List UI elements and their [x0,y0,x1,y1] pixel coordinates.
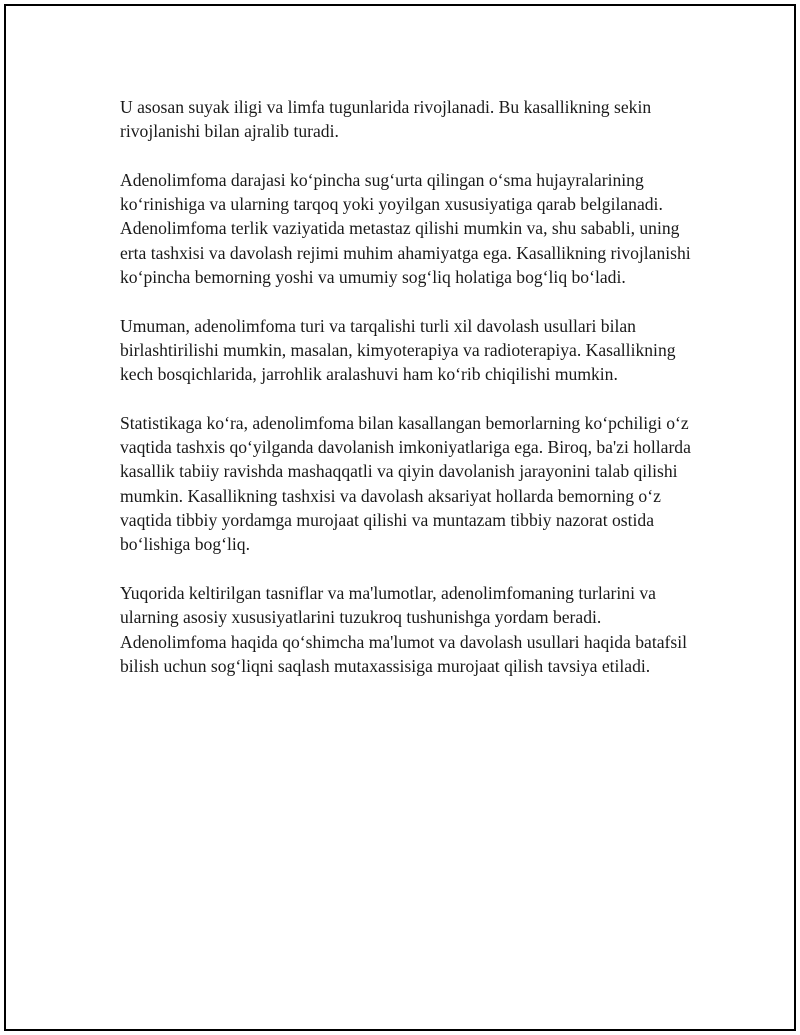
paragraph-1: U asosan suyak iligi va limfa tugunlarida rivojlanadi. Bu kasallikning sekin rivojlanishi bilan ajralib turadi. [120,97,652,142]
paragraph-4: Statistikaga ko‘ra, adenolimfoma bilan kasallangan bemorlarning ko‘pchiligi o‘z vaqtida tashxis qo‘yilganda davolanish imkoniyatlariga ega. Biroq, ba'zi hollarda kasallik tabiiy ravishda mashaqqatli va qiyin davolanish jarayonini talab qilishi mumkin. Kasallikning tashxisi va davolash aksariyat hollarda bemorning o‘z vaqtida tibbiy yordamga murojaat qilishi va muntazam tibbiy nazorat ostida bo‘lishiga bog‘liq. [120,412,691,555]
paragraph-2: Adenolimfoma darajasi ko‘pincha sug‘urta qilingan o‘sma hujayralarining ko‘rinishiga va ularning tarqoq yoki yoyilgan xususiyatiga qarab belgilanadi. Adenolimfoma terlik vaziyatida metastaz qilishi mumkin va, shu sababli, uning erta tashxisi va davolash rejimi muhim ahamiyatga ega. Kasallikning rivojlanishi ko‘pincha bemorning yoshi va umumiy sog‘liq holatiga bog‘liq bo‘ladi. [120,169,691,288]
paragraph-5: Yuqorida keltirilgan tasniflar va ma'lumotlar, adenolimfomaning turlarini va ularning asosiy xususiyatlarini tuzukroq tushunishga yordam beradi. Adenolimfoma haqida qo‘shimcha ma'lumot va davolash usullari haqida batafsil bilish uchun sog‘liqni saqlash mutaxassisiga murojaat qilish tavsiya etiladi. [120,582,688,676]
paragraph-3: Umuman, adenolimfoma turi va tarqalishi turli xil davolash usullari bilan birlashtirilishi mumkin, masalan, kimyoterapiya va radioterapiya. Kasallikning kech bosqichlarida, jarrohlik aralashuvi ham ko‘rib chiqilishi mumkin. [120,315,676,385]
document-body [120,95,700,702]
document-page [4,4,796,1031]
